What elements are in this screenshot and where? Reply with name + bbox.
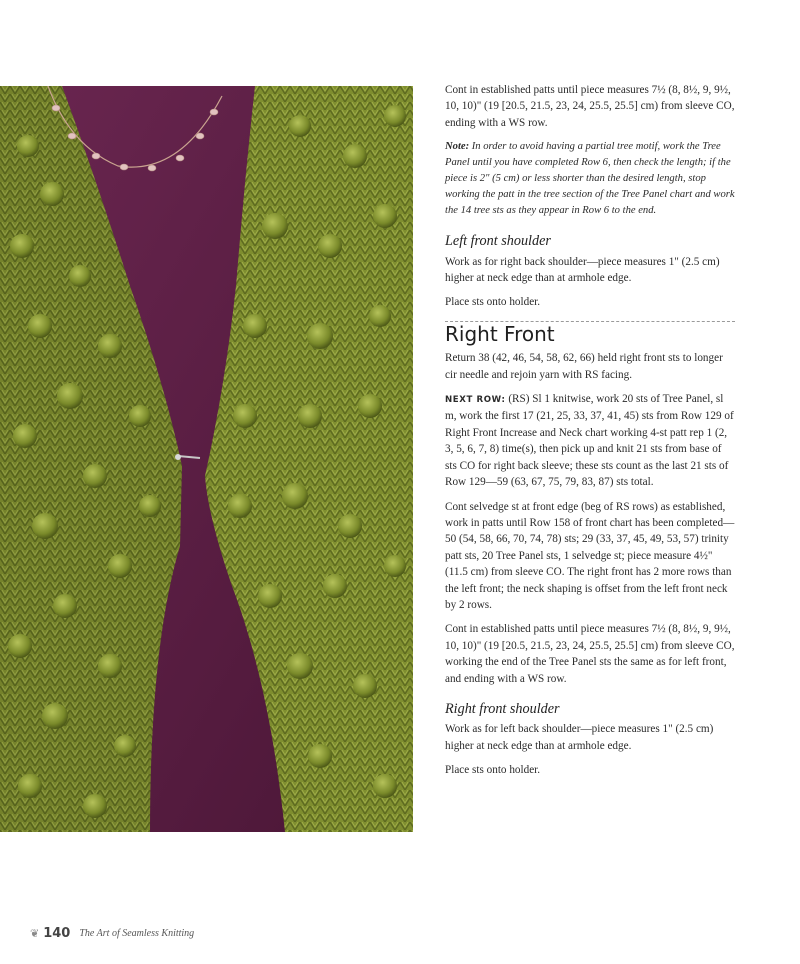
book-title: The Art of Seamless Knitting [79, 928, 195, 939]
note-text: In order to avoid having a partial tree motif, work the Tree Panel until you have completed Row 6, then check the length; if the piece is 2" (5 cm) or less shorter than the desired length, stop working the patt in the tree section of the Tree Panel chart and work the 14 tree sts as they appear in Row 6 to the end. [445, 141, 735, 217]
instructions-column [445, 82, 735, 787]
next-row-label: NEXT ROW: [445, 395, 506, 406]
note-paragraph [445, 139, 735, 219]
right-front-shoulder-heading: Right front shoulder [445, 700, 560, 717]
next-row-text: (RS) Sl 1 knitwise, work 20 sts of Tree Panel, sl m, work the first 17 (21, 25, 33, 37, 41, 45) sts from Row 129 of Right Front Increase and Neck chart working 4-st patt rep 1 (2, 3, 5, 6, 7, 8) time(s), then pick up and knit 21 sts from base of sts CO for right back sleeve; these sts count as the last 21 sts of Row 129—59 (63, 67, 75, 79, 83, 87) sts total. [445, 393, 734, 489]
left-shoulder-paragraph: Work as for right back shoulder—piece measures 1" (2.5 cm) higher at neck edge than at armhole edge. [445, 255, 720, 285]
section-title: Right Front [445, 321, 735, 342]
established-patts-paragraph: Cont in established patts until piece measures 7½ (8, 8½, 9, 9½, 10, 10)" (19 [20.5, 21.5, 23, 24, 25.5, 25.5] cm) from sleeve CO, working the end of the Tree Panel sts the same as for left front, and ending with a WS row. [445, 623, 735, 685]
left-shoulder-holder: Place sts onto holder. [445, 296, 541, 309]
next-row-paragraph [445, 391, 735, 490]
paragraph-continue: Cont in established patts until piece measures 7½ (8, 8½, 9, 9½, 10, 10)" (19 [20.5, 21.5, 23, 24, 25.5, 25.5] cm) from sleeve CO, ending with a WS row. [445, 84, 735, 129]
page-number: 140 [43, 926, 71, 941]
right-front-return: Return 38 (42, 46, 54, 58, 62, 66) held right front sts to longer cir needle and rejoin yarn with RS facing. [445, 352, 723, 381]
cardigan-photo [0, 86, 413, 832]
selvedge-paragraph: Cont selvedge st at front edge (beg of RS rows) as established, work in patts until Row 158 of front chart has been completed—50 (54, 58, 66, 70, 74, 78) sts; 29 (33, 37, 45, 49, 53, 57) trinity patt sts, 20 Tree Panel sts, 1 selvedge st; piece measure 4½" (11.5 cm) from sleeve CO. The right front has 2 more rows than the left front; the neck shaping is offset from the left front neck by 2 rows. [445, 500, 735, 611]
right-shoulder-paragraph: Work as for left back shoulder—piece measures 1" (2.5 cm) higher at neck edge than at armhole edge. [445, 723, 714, 752]
page-footer [30, 926, 194, 941]
sprig-icon: ❦ [30, 928, 40, 940]
left-front-shoulder-heading: Left front shoulder [445, 233, 551, 250]
knit-cardigan-illustration [0, 86, 413, 832]
right-shoulder-holder: Place sts onto holder. [445, 764, 541, 777]
note-label: Note: [445, 141, 470, 153]
